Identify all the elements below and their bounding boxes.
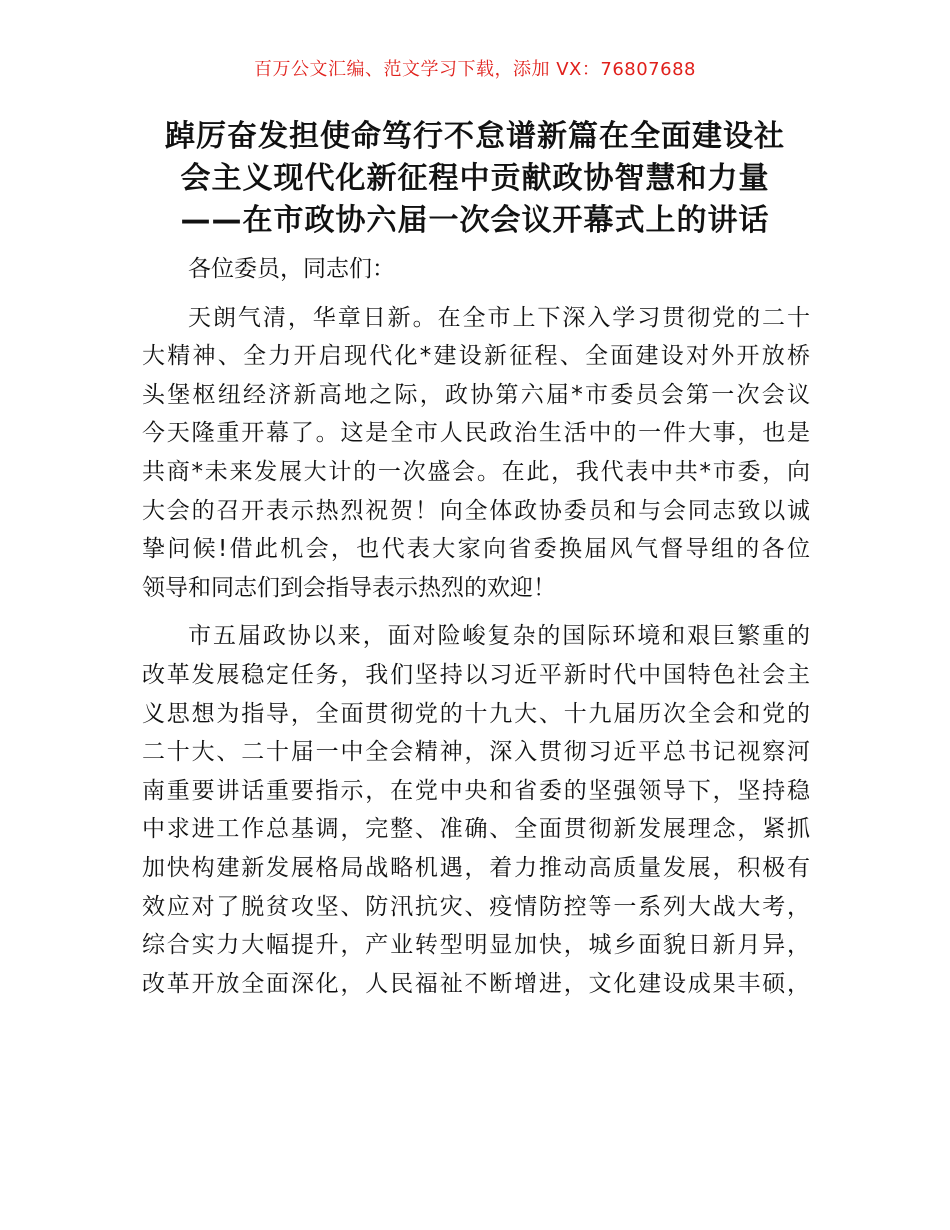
salutation-paragraph — [142, 250, 810, 289]
text-line: 改革发展稳定任务，我们坚持以习近平新时代中国特色社会主 — [142, 661, 810, 688]
text-line: 天朗气清，华章日新。在全市上下深入学习贯彻党的二十 — [188, 304, 810, 331]
text-line: 共商*未来发展大计的一次盛会。在此，我代表中共*市委，向 — [142, 458, 810, 485]
salutation: 各位委员，同志们： — [188, 256, 395, 282]
document-title — [138, 116, 812, 242]
text-line: 南重要讲话重要指示，在党中央和省委的坚强领导下，坚持稳 — [142, 777, 810, 804]
header-banner: 百万公文汇编、范文学习下载，添加 VX：76807688 — [254, 59, 696, 80]
opening-paragraph — [142, 299, 810, 608]
text-line: 改革开放全面深化，人民福祉不断增进，文化建设成果丰硕， — [142, 970, 810, 997]
text-line: 二十大、二十届一中全会精神，深入贯彻习近平总书记视察河 — [142, 739, 810, 766]
text-line: 市五届政协以来，面对险峻复杂的国际环境和艰巨繁重的 — [188, 623, 810, 650]
text-line: 大精神、全力开启现代化*建设新征程、全面建设对外开放桥 — [142, 343, 810, 370]
review-paragraph — [142, 617, 810, 1003]
text-line: 加快构建新发展格局战略机遇，着力推动高质量发展，积极有 — [142, 854, 810, 881]
text-line: 领导和同志们到会指导表示热烈的欢迎！ — [142, 574, 556, 601]
text-line: 效应对了脱贫攻坚、防汛抗灾、疫情防控等一系列大战大考， — [142, 893, 810, 920]
title-line-1: 踔厉奋发担使命笃行不怠谱新篇在全面建设社 — [165, 119, 785, 154]
document-body — [142, 250, 810, 1013]
text-line: 挚问候!借此机会，也代表大家向省委换届风气督导组的各位 — [142, 536, 810, 563]
text-line: 大会的召开表示热烈祝贺！向全体政协委员和与会同志致以诚 — [142, 497, 810, 524]
text-line: 综合实力大幅提升，产业转型明显加快，城乡面貌日新月异， — [142, 932, 810, 959]
text-line: 义思想为指导，全面贯彻党的十九大、十九届历次全会和党的 — [142, 700, 810, 727]
title-subtitle: ——在市政协六届一次会议开幕式上的讲话 — [180, 203, 770, 238]
text-line: 头堡枢纽经济新高地之际，政协第六届*市委员会第一次会议 — [142, 381, 810, 408]
text-line: 今天隆重开幕了。这是全市人民政治生活中的一件大事，也是 — [142, 420, 810, 447]
text-line: 中求进工作总基调，完整、准确、全面贯彻新发展理念，紧抓 — [142, 816, 810, 843]
title-line-2: 会主义现代化新征程中贡献政协智慧和力量 — [180, 161, 770, 196]
